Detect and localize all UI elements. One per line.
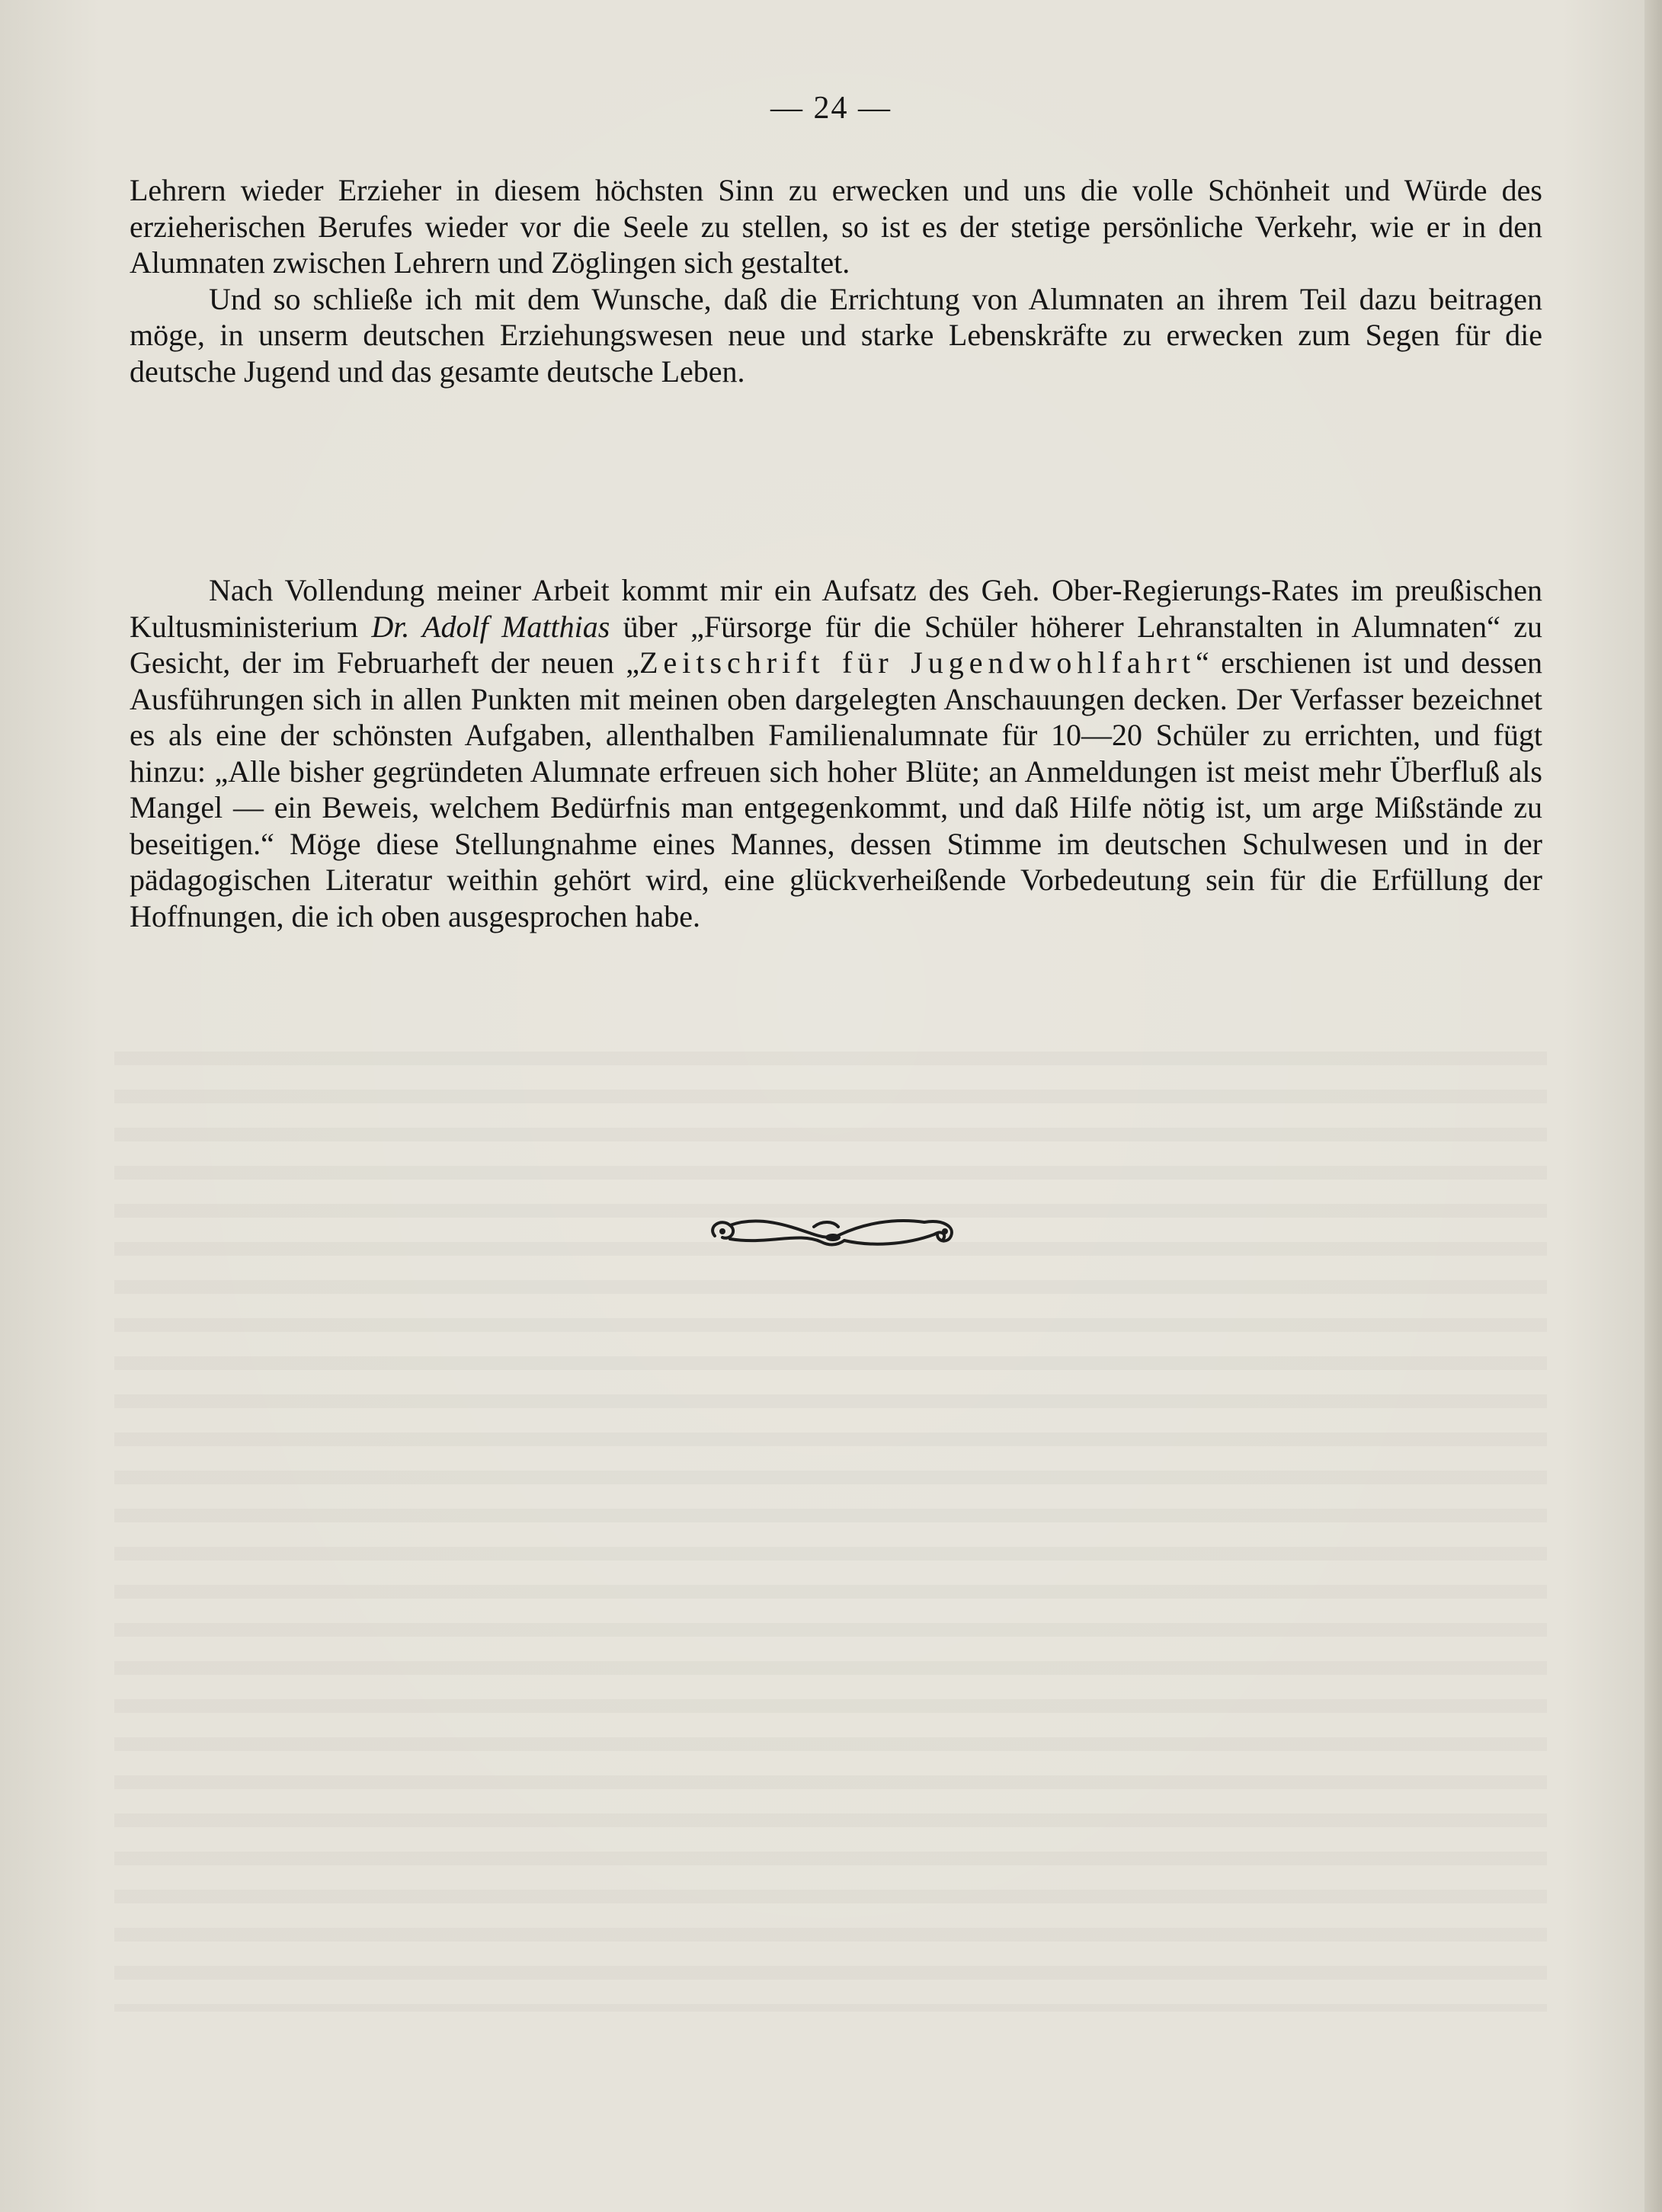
page-number: — 24 — xyxy=(770,91,892,126)
bleed-through-texture xyxy=(114,1052,1547,2012)
journal-title: Zeitschrift für Jugendwohlfahrt xyxy=(639,645,1196,680)
addendum-text-2: über „Fürsorge für die Schüler höherer Lehranstalten in Alumnaten“ zu Gesicht, der im Februarheft der neuen „ xyxy=(130,609,1543,680)
paragraph-continuation: Lehrern wieder Erzieher in diesem höchsten Sinn zu erwecken und uns die volle Schönheit und Würde des erzieherischen Berufes wieder vor die Seele zu stellen, so ist es der stetige persönliche Verkehr, wie er in den Alumnaten zwischen Lehrern und Zöglingen sich gestaltet. xyxy=(130,173,1542,280)
page-edge xyxy=(1644,0,1662,2212)
addendum-section xyxy=(130,572,1542,934)
closing-section xyxy=(130,172,1542,389)
addendum-text-1: Nach Vollendung meiner Arbeit kommt mir ein Aufsatz des Geh. Ober-Regierungs-Rates im preußischen Kultusministerium xyxy=(130,573,1542,644)
paragraph-addendum xyxy=(130,572,1542,934)
flourish-ornament-icon xyxy=(692,1204,974,1257)
author-name: Dr. Adolf Matthias xyxy=(371,609,610,644)
addendum-text-3: “ erschienen ist und dessen Ausführungen sich in allen Punkten mit meinen oben dargelegten Anschauungen decken. Der Verfasser bezeichnet es als eine der schönsten Aufgaben, allenthalben Familienalumnate für 10—20 Schüler zu errichten, und fügt hinzu: „Alle bisher gegründeten Alumnate erfreuen sich hoher Blüte; an Anmeldungen ist meist mehr Überfluß als Mangel — ein Beweis, welchem Bedürfnis man entgegenkommt, und daß Hilfe nötig ist, um arge Mißstände zu beseitigen.“ Möge diese Stellungnahme eines Mannes, dessen Stimme im deutschen Schulwesen und in der pädagogischen Literatur weithin gehört wird, eine glückverheißende Vorbedeutung sein für die Erfüllung der Hoffnungen, die ich oben ausgesprochen habe. xyxy=(130,645,1543,933)
paragraph-closing-wish: Und so schließe ich mit dem Wunsche, daß die Errichtung von Alumnaten an ihrem Teil dazu beitragen möge, in unserm deutschen Erziehungswesen neue und starke Lebenskräfte zu erwecken zum Segen für die deutsche Jugend und das gesamte deutsche Leben. xyxy=(130,281,1542,389)
